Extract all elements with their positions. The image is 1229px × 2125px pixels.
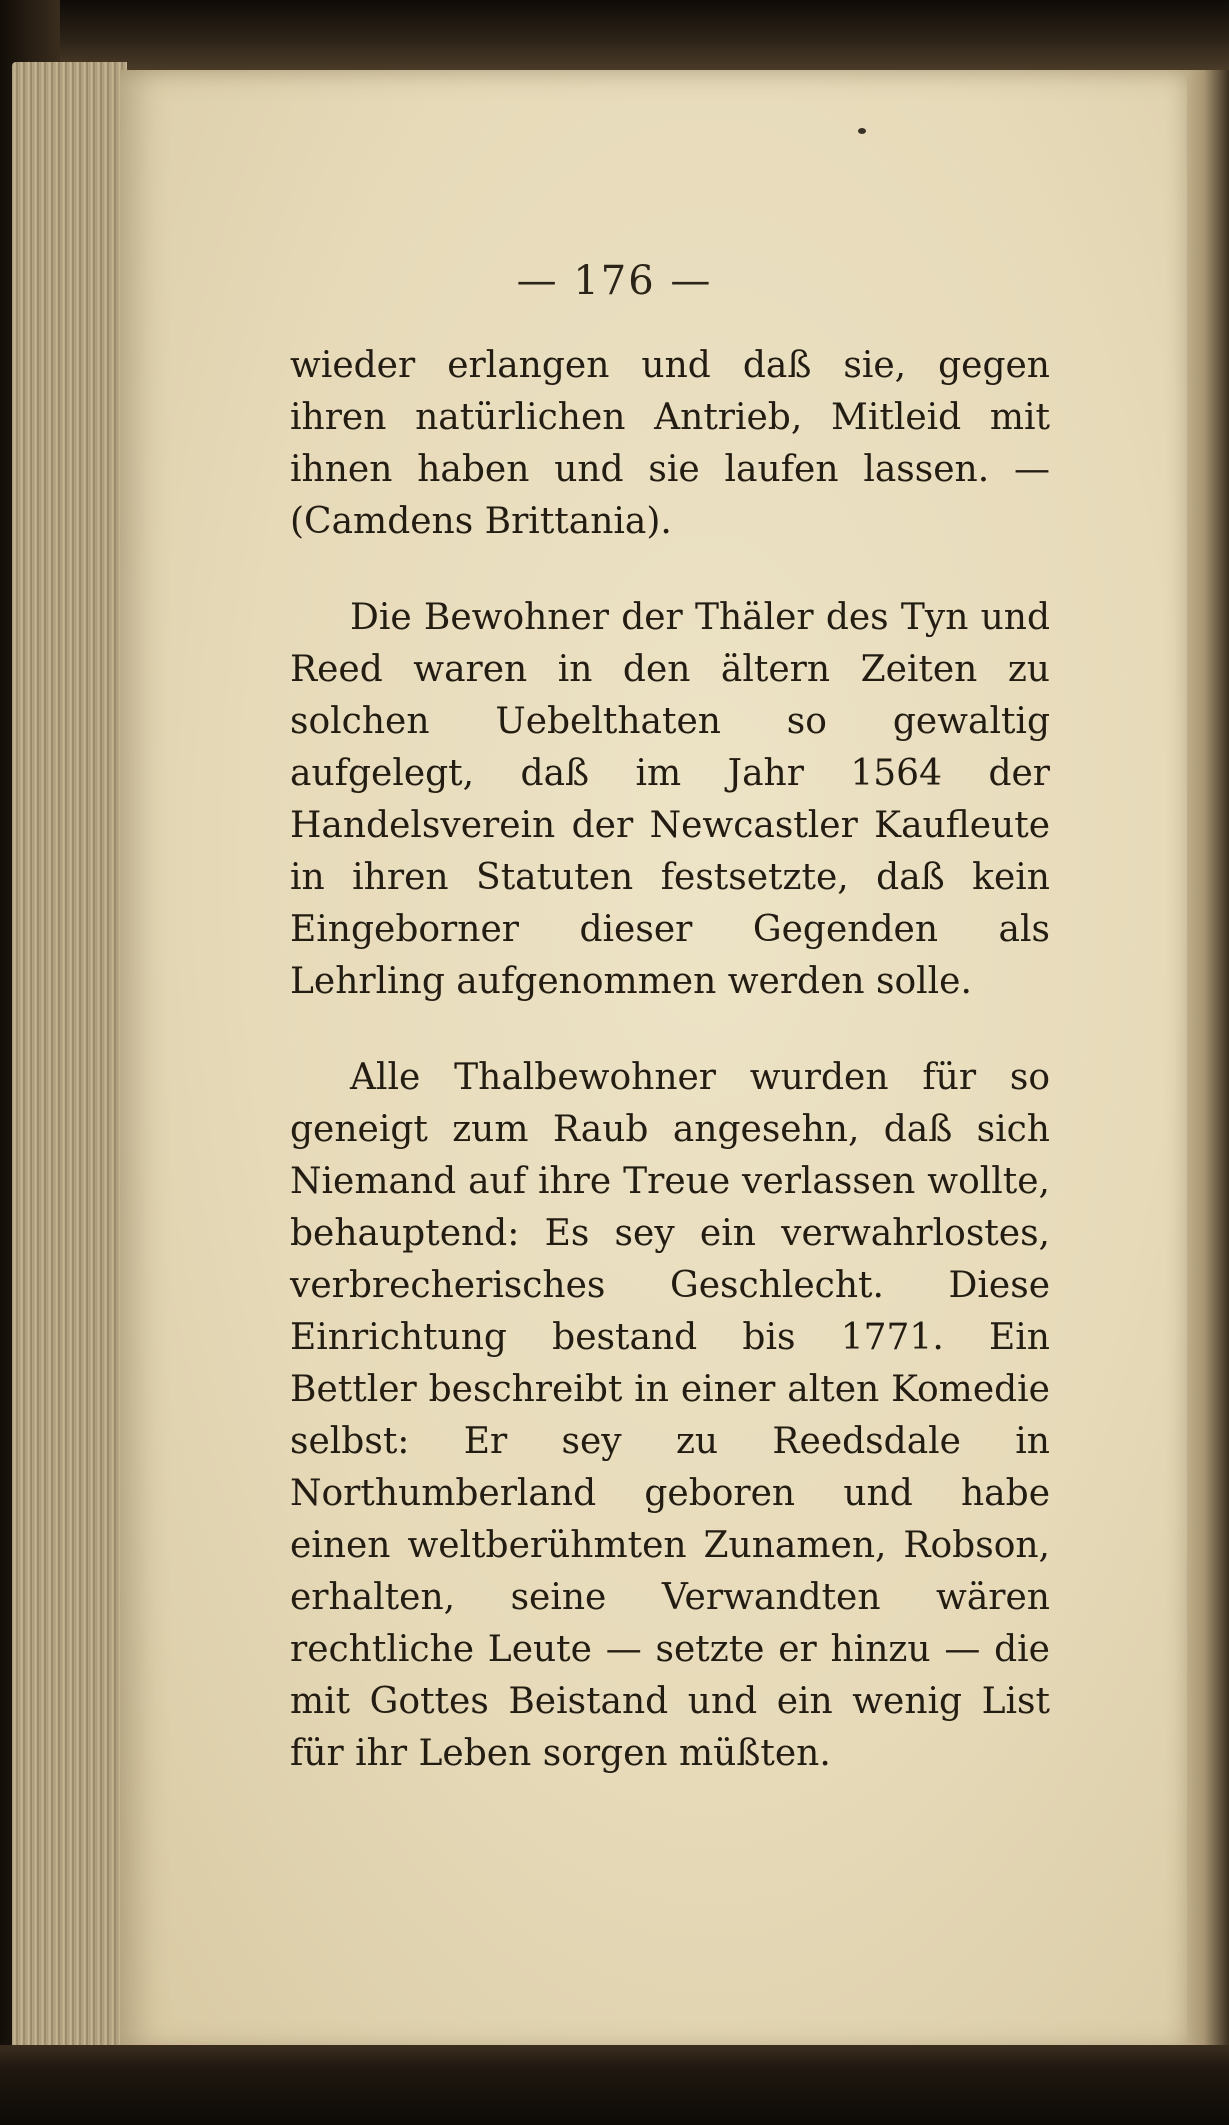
book-bottom-edge: [0, 2045, 1229, 2125]
paragraph-3: Alle Thalbewohner wurden für so geneigt zum Raub angesehn, daß sich Niemand auf ihre Treue verlassen wollte, behauptend: Es sey ein verwahrlostes, verbrecherisches Geschlecht. Diese Einrichtung bestand bis 1771. Ein Bettler beschreibt in einer alten Komedie selbst: Er sey zu Reedsdale in Northumberland geboren und habe einen weltberühmten Zunamen, Robson, erhalten, seine Verwandten wären rechtliche Leute — setzte er hinzu — die mit Gottes Beistand und ein wenig List für ihr Leben sorgen müßten.: [290, 1057, 1050, 1774]
page-stack-edge: [12, 62, 127, 2052]
paragraph-gap: [290, 548, 1050, 592]
paper-speck: [858, 128, 866, 134]
page-right-edge: [1187, 70, 1229, 2050]
page-number-header: — 176 —: [516, 258, 713, 304]
paragraph-gap: [290, 1008, 1050, 1052]
paragraph-2: Die Bewohner der Thäler des Tyn und Reed waren in den ältern Zeiten zu solchen Uebelthaten so gewaltig aufgelegt, daß im Jahr 1564 der Handelsverein der Newcastler Kaufleute in ihren Statuten festsetzte, daß kein Eingeborner dieser Gegenden als Lehrling aufgenommen werden solle.: [290, 597, 1050, 1002]
book-top-edge: [0, 0, 1229, 70]
body-text: [290, 340, 1050, 1780]
paragraph-1: wieder erlangen und daß sie, gegen ihren natürlichen Antrieb, Mitleid mit ihnen haben und sie laufen lassen. — (Camdens Brittania).: [290, 345, 1050, 542]
